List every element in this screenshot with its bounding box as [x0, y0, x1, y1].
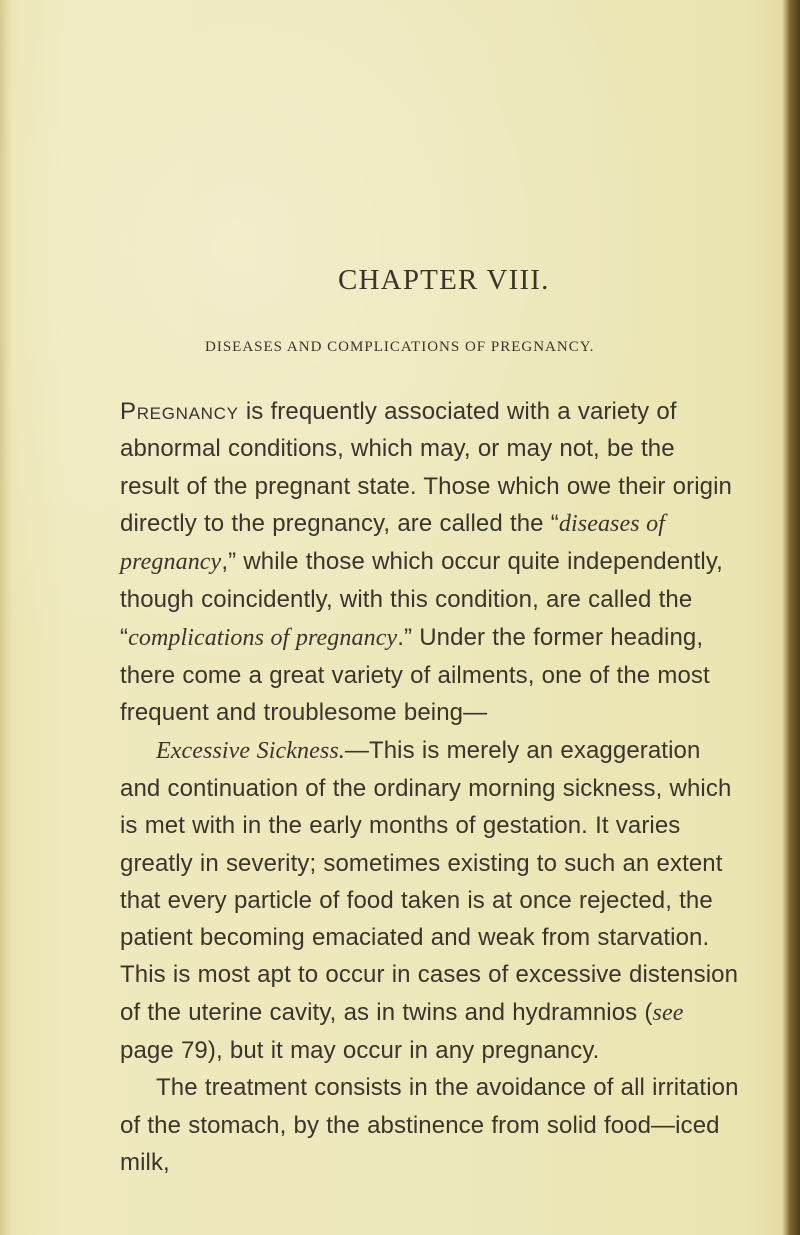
book-spine-edge [782, 0, 800, 1235]
paragraph-2-heading: Excessive Sickness. [156, 737, 345, 764]
chapter-body [120, 393, 740, 1181]
paragraph-3 [120, 1069, 740, 1181]
chapter-title: CHAPTER VIII. [338, 264, 550, 296]
paragraph-1-text-2: ,” while those which occur quite independently, though coincidently, with this condition, are called the “ [120, 548, 723, 651]
paragraph-2-italic: see [652, 999, 684, 1026]
paragraph-3-text: The treatment consists in the avoidance of all irritation of the stomach, by the abstinence from solid food—iced milk, [120, 1074, 739, 1176]
paragraph-1-lead: Pregnancy [120, 398, 239, 425]
paragraph-2-text-2: page 79), but it may occur in any pregnancy. [120, 1037, 600, 1065]
paragraph-1-italic-1: diseases of pregnancy [120, 510, 666, 576]
paragraph-1-italic-2: complications of pregnancy [128, 624, 398, 651]
paragraph-1-text-1: is frequently associated with a variety of abnormal conditions, which may, or may not, be the result of the pregnant state. Those which owe their origin directly to the pregnancy, are called the “ [120, 398, 732, 537]
page-left-shadow [0, 0, 12, 1235]
paragraph-1 [120, 393, 740, 732]
chapter-subtitle: DISEASES AND COMPLICATIONS OF PREGNANCY. [205, 339, 595, 355]
paragraph-1-text-3: .” Under the former heading, there come a great variety of ailments, one of the most frequent and troublesome being— [120, 623, 710, 727]
paragraph-2-text-1: —This is merely an exaggeration and continuation of the ordinary morning sickness, which is met with in the early months of gestation. It varies greatly in severity; sometimes existing to such an extent that every particle of food taken is at once rejected, the patient becoming emaciated and weak from starvation. This is most apt to occur in cases of excessive distension of the uterine cavity, as in twins and hydramnios ( [120, 736, 739, 1026]
paragraph-2 [120, 732, 740, 1070]
